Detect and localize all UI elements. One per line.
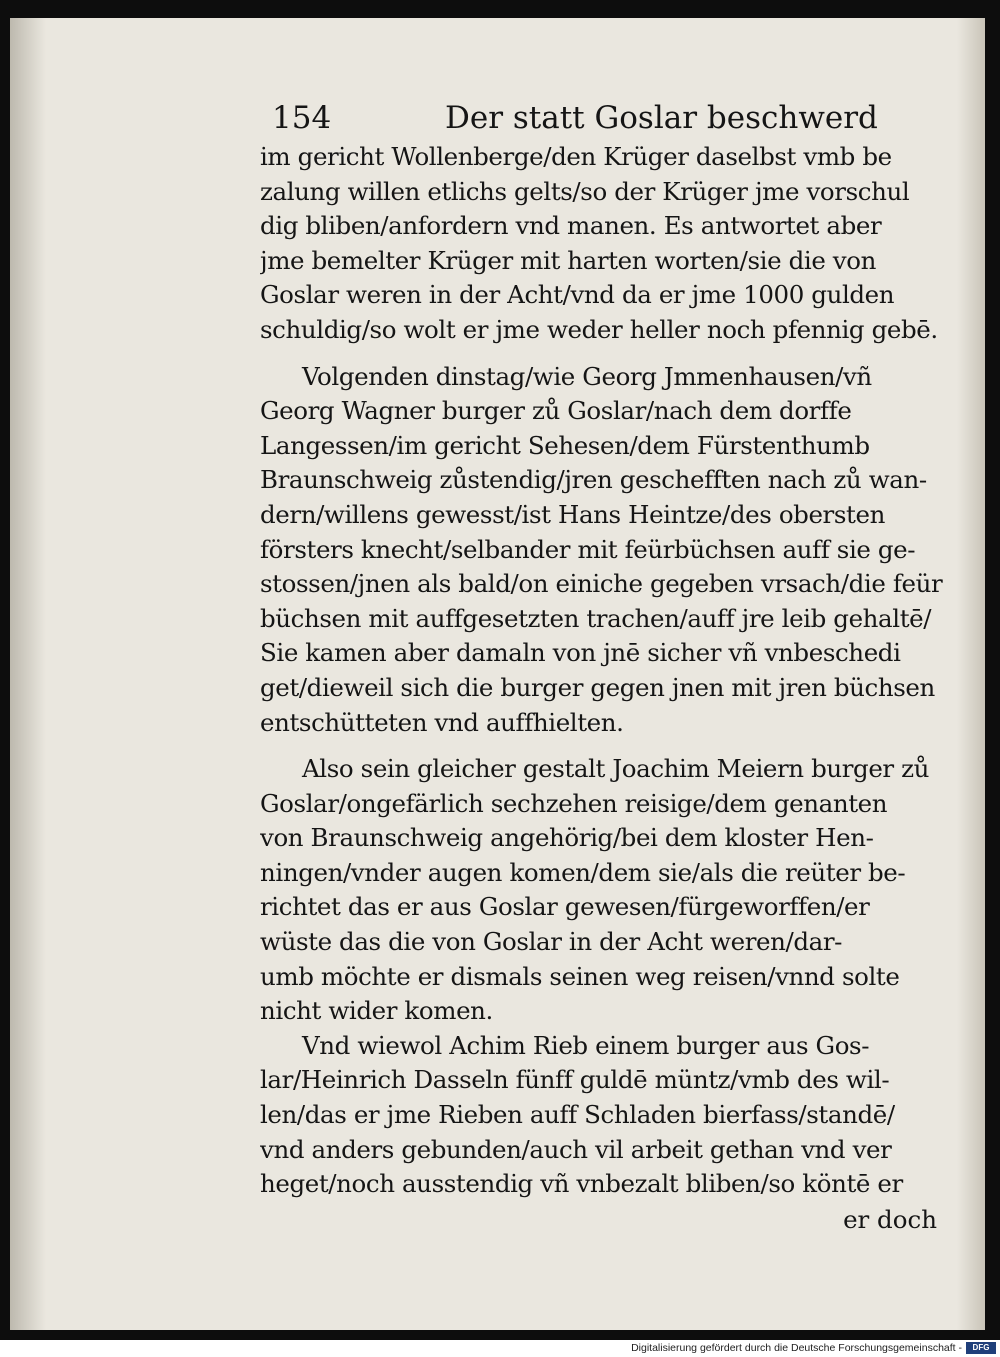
dfg-logo-icon: DFG [966, 1342, 996, 1354]
text-line: heget/noch ausstendig vñ vnbezalt bliben/so köntē er [260, 1169, 903, 1199]
paragraph-4 [260, 1029, 975, 1202]
funding-credit: Digitalisierung gefördert durch die Deutsche Forschungsgemeinschaft - [631, 1342, 962, 1354]
paragraph-gap [260, 348, 975, 360]
book-page [10, 18, 985, 1330]
text-line: Georg Wagner burger zů Goslar/nach dem dorffe [260, 396, 852, 426]
text-line: schuldig/so wolt er jme weder heller noch pfennig gebē. [260, 314, 938, 344]
text-line: ningen/vnder augen komen/dem sie/als die reüter be- [260, 857, 906, 887]
text-block [260, 96, 975, 1238]
page-number: 154 [272, 100, 332, 136]
text-line: dig bliben/anfordern vnd manen. Es antwortet aber [260, 211, 882, 241]
text-line: wüste das die von Goslar in der Acht weren/dar- [260, 927, 843, 957]
page-header [260, 96, 975, 140]
text-line: len/das er jme Rieben auff Schladen bierfass/standē/ [260, 1100, 895, 1130]
text-line: jme bemelter Krüger mit harten worten/sie die von [260, 245, 876, 275]
text-line: Sie kamen aber damaln von jnē sicher vñ vnbeschedi [260, 638, 901, 668]
text-line: Goslar/ongefärlich sechzehen reisige/dem genanten [260, 788, 888, 818]
paragraph-2 [260, 360, 975, 741]
text-line: försters knecht/selbander mit feürbüchsen auff sie ge- [260, 534, 916, 564]
text-line: Goslar weren in der Acht/vnd da er jme 1000 gulden [260, 280, 895, 310]
catchword: er doch [843, 1204, 937, 1234]
paragraph-gap [260, 740, 975, 752]
text-line: richtet das er aus Goslar gewesen/fürgeworffen/er [260, 892, 870, 922]
paragraph-1 [260, 140, 975, 348]
text-line: Also sein gleicher gestalt Joachim Meiern burger zů [302, 754, 930, 784]
text-line: Braunschweig zůstendig/jren geschefften nach zů wan- [260, 465, 927, 495]
text-line: umb möchte er dismals seinen weg reisen/vnnd solte [260, 961, 900, 991]
text-line: stossen/jnen als bald/on einiche gegeben vrsach/die feür [260, 569, 943, 599]
text-line: Volgenden dinstag/wie Georg Jmmenhausen/vñ [302, 361, 872, 391]
text-line: get/dieweil sich die burger gegen jnen mit jren büchsen [260, 672, 935, 702]
text-line: lar/Heinrich Dasseln fünff guldē müntz/vmb des wil- [260, 1065, 890, 1095]
paragraph-3 [260, 752, 975, 1029]
text-line: nicht wider komen. [260, 996, 493, 1026]
running-head: Der statt Goslar beschwerd [445, 100, 878, 136]
text-line: vnd anders gebunden/auch vil arbeit gethan vnd ver [260, 1134, 892, 1164]
text-line: von Braunschweig angehörig/bei dem kloster Hen- [260, 823, 874, 853]
footer-bar [0, 1340, 1000, 1357]
text-line: entschütteten vnd auffhielten. [260, 707, 624, 737]
text-line: dern/willens gewesst/ist Hans Heintze/des obersten [260, 499, 885, 529]
text-line: büchsen mit auffgesetzten trachen/auff jre leib gehaltē/ [260, 603, 932, 633]
text-line: Langessen/im gericht Sehesen/dem Fürstenthumb [260, 430, 870, 460]
text-line: Vnd wiewol Achim Rieb einem burger aus Gos- [302, 1030, 870, 1060]
text-line: im gericht Wollenberge/den Krüger daselbst vmb be [260, 142, 892, 171]
text-line: zalung willen etlichs gelts/so der Krüger jme vorschul [260, 176, 910, 206]
